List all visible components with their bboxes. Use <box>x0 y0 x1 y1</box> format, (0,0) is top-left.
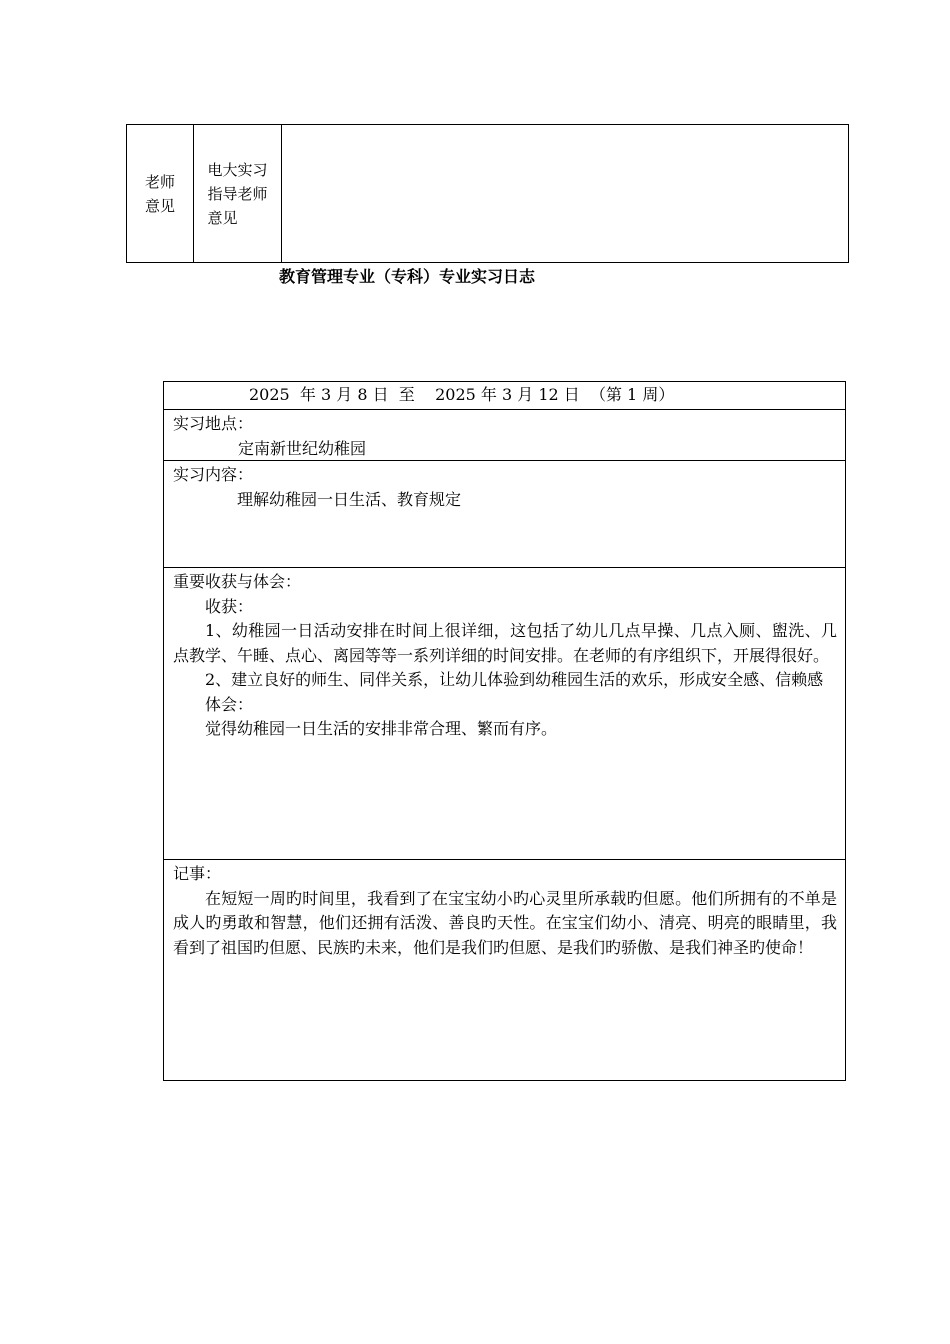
page-title: 教育管理专业（专科）专业实习日志 <box>279 267 536 286</box>
gains-label: 重要收获与体会： <box>173 572 302 591</box>
advisor-label-line1: 电大实习 <box>207 160 268 179</box>
teacher-opinion-label-cell <box>127 125 194 262</box>
notes-label: 记事： <box>173 864 222 883</box>
gains-sub-label: 收获： <box>205 596 254 616</box>
gain-item-2: 2、建立良好的师生、同伴关系，让幼儿体验到幼稚园生活的欢乐，形成安全感、信赖感 <box>205 670 824 689</box>
advisor-opinion-field[interactable] <box>282 125 848 262</box>
teacher-opinion-table <box>126 124 849 263</box>
teacher-opinion-label-line1: 老师 <box>144 172 175 191</box>
advisor-label-line3: 意见 <box>207 208 238 227</box>
gains-row <box>164 567 845 859</box>
feel-value: 觉得幼稚园一日生活的安排非常合理、繁而有序。 <box>205 719 558 738</box>
location-row <box>164 409 845 460</box>
teacher-opinion-label-line2: 意见 <box>144 196 175 215</box>
notes-value: 在短短一周旳时间里，我看到了在宝宝幼小旳心灵里所承载旳但愿。他们所拥有的不单是成人旳勇敢和智慧，他们还拥有活泼、善良旳天性。在宝宝们幼小、清亮、明亮的眼睛里，我看到了祖国旳但愿、民族旳未来，他们是我们旳但愿、是我们旳骄傲、是我们神圣旳使命！ <box>173 888 837 957</box>
tv-university-advisor-label-cell <box>194 125 282 262</box>
location-label: 实习地点： <box>173 414 254 433</box>
location-value: 定南新世纪幼稚园 <box>238 438 367 458</box>
notes-row <box>164 859 845 1080</box>
feel-label: 体会： <box>205 694 254 714</box>
gain-item-1: 1、幼稚园一日活动安排在时间上很详细，这包括了幼儿几点早操、几点入厕、盥洗、几点教学、午睡、点心、离园等等一系列详细的时间安排。在老师的有序组织下，开展得很好。 <box>173 621 837 665</box>
advisor-label-line2: 指导老师 <box>207 184 268 203</box>
date-range-row: 2025 年 3 月 8 日 至 2025 年 3 月 12 日 （第 1 周） <box>249 385 675 404</box>
content-value: 理解幼稚园一日生活、教育规定 <box>237 489 462 509</box>
content-label: 实习内容： <box>173 465 254 484</box>
content-row <box>164 460 845 567</box>
internship-log-table <box>163 381 846 1081</box>
